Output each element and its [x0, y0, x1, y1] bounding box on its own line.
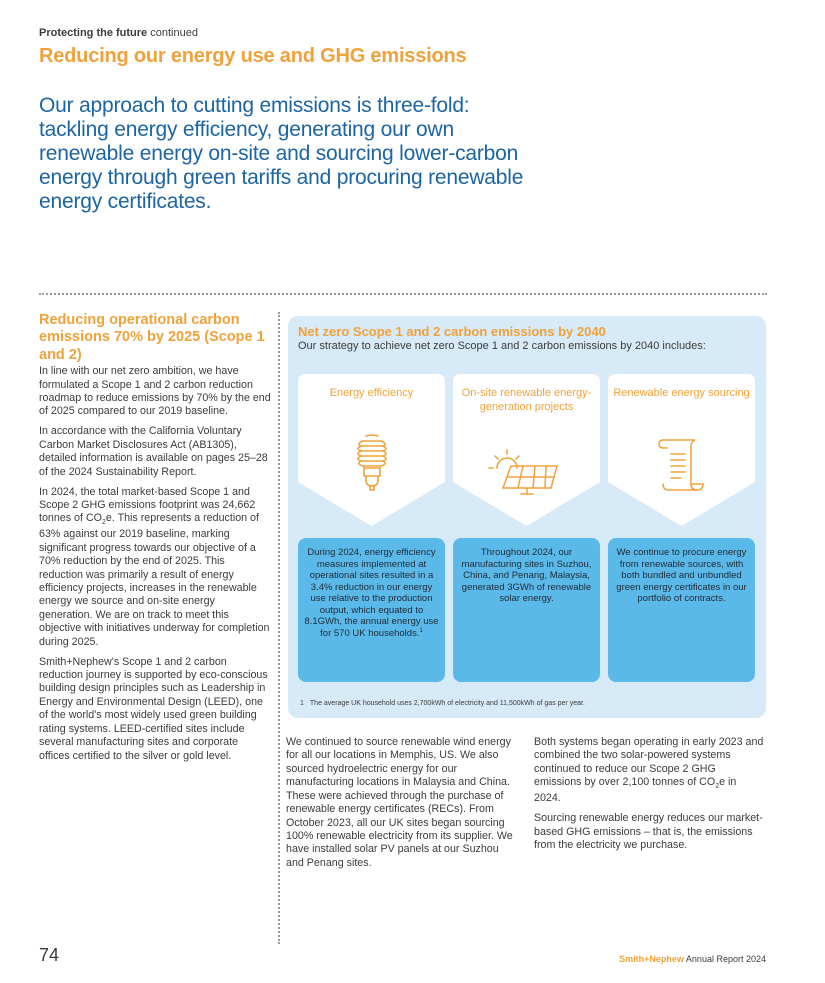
solar-panel-icon: [453, 442, 600, 498]
col2-part-b: e in 2024.: [534, 776, 737, 805]
kicker-rest: continued: [147, 27, 198, 39]
left-paragraph-1: In line with our net zero ambition, we have formulated a Scope 1 and 2 carbon reduction roadmap to reduce emissions by 70% by the end of 2025 compared to our 2019 baseline.: [39, 365, 271, 418]
body-paragraph: We continued to source renewable wind energy for all our locations in Memphis, US. We also sourced hydroelectric energy for our manufacturing locations in Malaysia and China. These were achieved through the purchase of renewable energy certificates (RECs). From October 2023, all our UK sites began sourcing 100% renewable electricity from its supplier. We have installed solar PV panels at our Suzhou and Penang sites.: [286, 736, 513, 869]
col2-part-a: Both systems began operating in early 2023 and combined the two solar-powered systems continued to reduce our Scope 2 GHG emissions by over 2,100 tonnes of CO: [534, 736, 764, 789]
footnote-marker: 1: [419, 628, 423, 635]
net-zero-panel: [288, 316, 766, 718]
info-box-renewable-sourcing: [608, 538, 755, 682]
panel-subtitle: Our strategy to achieve net zero Scope 1 and 2 carbon emissions by 2040 includes:: [298, 340, 706, 352]
card-energy-efficiency: [298, 374, 445, 526]
left-column: [39, 312, 271, 769]
info-text: We continue to procure energy from renewable sources, with both bundled and unbundled green energy certificates in our portfolio of contracts.: [616, 547, 747, 605]
info-text: During 2024, energy efficiency measures implemented at operational sites resulted in a 3.4% reduction in our energy use relative to the production output, which equated to 8.1GWh, the annual energy use for 570 UK households.: [304, 547, 439, 640]
body-paragraph: Sourcing renewable energy reduces our market-based GHG emissions – that is, the emissions from the electricity we purchase.: [534, 812, 763, 851]
intro-statement: Our approach to cutting emissions is three-fold: tackling energy efficiency, generating our own renewable energy on-site and sourcing lower-carbon energy through green tariffs and procuring renewable energy certificates.: [39, 94, 524, 213]
info-box-onsite-renewable: [453, 538, 600, 682]
footnote: [300, 700, 591, 707]
info-box-energy-efficiency: [298, 538, 445, 682]
p3-subscript: 2: [101, 519, 106, 527]
section-kicker: [39, 27, 198, 39]
horizontal-divider: [39, 293, 767, 295]
lightbulb-icon: [298, 434, 445, 496]
panel-title: Net zero Scope 1 and 2 carbon emissions by 2040: [298, 324, 606, 339]
p3-part-a: In 2024, the total market-based Scope 1 and Scope 2 GHG emissions footprint was 24,662 tonnes of CO: [39, 485, 256, 525]
left-paragraph-2: In accordance with the California Voluntary Carbon Market Disclosures Act (AB1305), detailed information is available on pages 25–28 of the 2024 Sustainability Report.: [39, 425, 268, 478]
vertical-divider: [278, 312, 280, 944]
card-renewable-sourcing: [608, 374, 755, 526]
body-paragraph: [534, 736, 766, 806]
card-label: On-site renewable energy-generation projects: [461, 387, 592, 414]
page-title: Reducing our energy use and GHG emissions: [39, 45, 467, 67]
body-column-2: [534, 736, 766, 859]
card-label: Energy efficiency: [329, 387, 414, 399]
footnote-text: The average UK household uses 2,700kWh of electricity and 11,500kWh of gas per year.: [309, 700, 585, 707]
kicker-bold: Protecting the future: [39, 27, 148, 39]
brand-name: Smith+Nephew: [619, 954, 684, 964]
col2-subscript: 2: [715, 783, 720, 791]
left-paragraph-3: [39, 486, 271, 650]
card-label: Renewable energy sourcing: [613, 387, 750, 399]
info-text: Throughout 2024, our manufacturing sites in Suzhou, China, and Penang, Malaysia, generated 3GWh of renewable solar energy.: [461, 547, 592, 605]
body-column-1: [286, 736, 518, 877]
certificate-icon: [608, 436, 755, 492]
page-number: 74: [39, 945, 60, 965]
left-column-heading: Reducing operational carbon emissions 70% by 2025 (Scope 1 and 2): [39, 312, 265, 363]
report-title: Annual Report 2024: [683, 954, 766, 964]
left-paragraph-4: Smith+Nephew's Scope 1 and 2 carbon reduction journey is supported by eco-conscious building design principles such as Leadership in Energy and Environmental Design (LEED), one of the world's most widely used green building rating systems. LEED-certified sites include several manufacturing sites and corporate offices certified to the silver or gold level.: [39, 655, 268, 762]
report-footer: [619, 954, 766, 964]
card-onsite-renewable: [453, 374, 600, 526]
footnote-number: 1: [300, 700, 304, 707]
p3-part-b: e. This represents a reduction of 63% against our 2019 baseline, marking significant progress towards our objective of a 70% reduction by the end of 2025. This reduction was primarily a result of energy efficiency projects, increases in the renewable energy we source and on-site energy generation. We are on track to meet this objective with initiatives underway for completion during 2025.: [39, 512, 270, 648]
